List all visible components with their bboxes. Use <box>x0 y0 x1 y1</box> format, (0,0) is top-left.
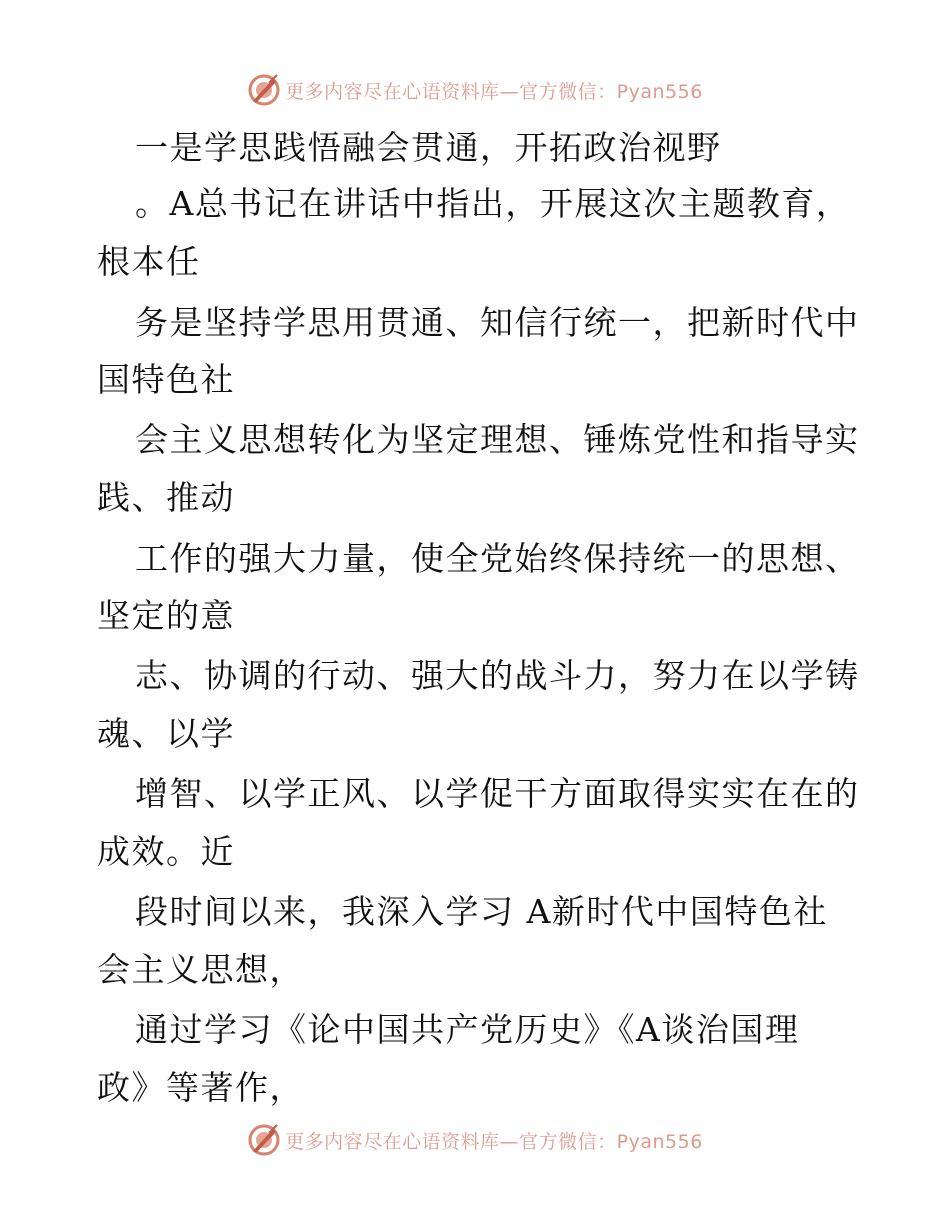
body-line: 会主义思想， <box>97 950 304 989</box>
footer-banner-text: 更多内容尽在心语资料库—官方微信：Pyan556 <box>285 1130 703 1153</box>
body-line: 通过学习《论中国共产党历史》《A谈治国理 <box>135 1010 800 1049</box>
body-line: 践、推动 <box>97 478 235 517</box>
body-line: 一是学思践悟融会贯通，开拓政治视野 <box>135 128 722 167</box>
body-line: 成效。近 <box>97 832 235 871</box>
quill-seal-icon <box>247 1123 281 1157</box>
body-line: 会主义思想转化为坚定理想、锤炼党性和指导实 <box>135 420 860 459</box>
body-line: 。A总书记在讲话中指出，开展这次主题教育， <box>135 184 851 223</box>
body-line: 国特色社 <box>97 360 235 399</box>
body-line: 志、协调的行动、强大的战斗力，努力在以学铸 <box>135 656 860 695</box>
footer-banner <box>0 1120 950 1160</box>
header-banner <box>0 70 950 110</box>
body-line: 增智、以学正风、以学促干方面取得实实在在的 <box>135 774 860 813</box>
body-line: 政》等著作， <box>97 1068 304 1107</box>
body-line: 段时间以来，我深入学习 A新时代中国特色社 <box>135 892 828 931</box>
body-line: 魂、以学 <box>97 714 235 753</box>
body-line: 坚定的意 <box>97 596 235 635</box>
body-line: 工作的强大力量，使全党始终保持统一的思想、 <box>135 539 860 578</box>
body-line: 根本任 <box>97 242 201 281</box>
quill-seal-icon <box>247 73 281 107</box>
body-line: 务是坚持学思用贯通、知信行统一，把新时代中 <box>135 303 860 342</box>
header-banner-text: 更多内容尽在心语资料库—官方微信：Pyan556 <box>285 80 703 103</box>
